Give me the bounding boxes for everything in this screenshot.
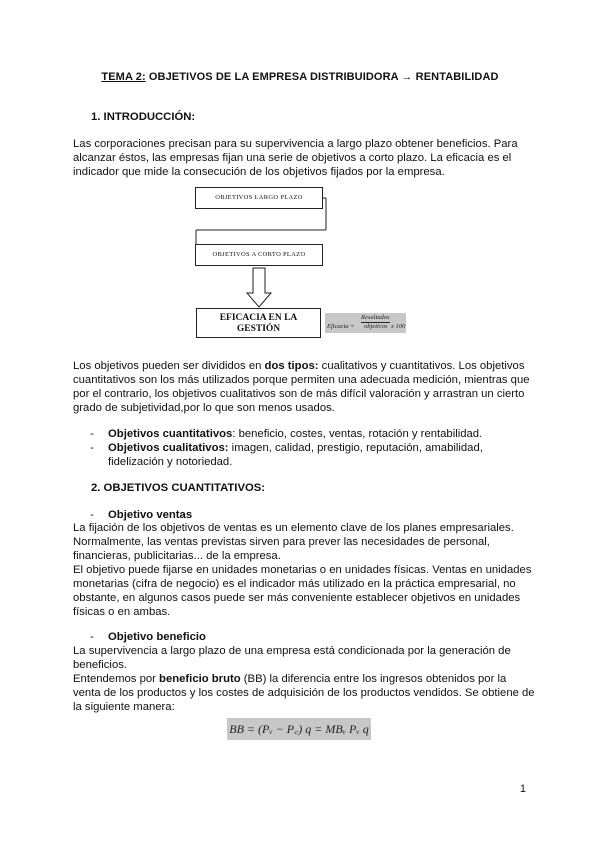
efficacy-formula — [325, 313, 406, 333]
types-line-4: grado de subjetividad,por lo que son menos usados. — [73, 402, 335, 414]
ventas-line-6: obstante, en algunos casos puede ser más conveniente establecer objetivos en unidades — [73, 592, 521, 604]
beneficio-line-3 — [73, 672, 543, 687]
beneficio-3c: (BB) la diferencia entre los ingresos obtenidos por la — [240, 673, 507, 685]
types-text-c: cualitativos y cuantitativos. Los objetivos — [318, 360, 525, 372]
types-text-a: Los objetivos pueden ser divididos en — [73, 360, 265, 372]
box-efficacy-line2: GESTIÓN — [236, 324, 281, 334]
intro-line-1: Las corporaciones precisan para su supervivencia a largo plazo obtener beneficios. Para — [73, 138, 518, 150]
bullet2-rest: imagen, calidad, prestigio, reputación, amabilidad, — [228, 442, 483, 454]
bullet2-line-2: fidelización y notoriedad. — [108, 456, 233, 468]
types-line-3: por el contrario, los objetivos cualitativos son de más difícil valoración y arrastran un cierto — [73, 388, 525, 400]
quant-heading: 2. OBJETIVOS CUANTITATIVOS: — [91, 482, 266, 494]
formula-lhs: Eficacia = — [327, 323, 355, 330]
formula-tail: x 100 — [391, 323, 406, 330]
bullet2-bold: Objetivos cualitativos: — [108, 442, 229, 454]
box-efficacy-line1: EFICACIA EN LA — [219, 313, 298, 323]
ventas-line-1: La fijación de los objetivos de ventas es un elemento clave de los planes empresariales. — [73, 522, 514, 534]
formula-denominator: objetivos — [364, 323, 388, 330]
types-text-bold: dos tipos: — [264, 360, 319, 372]
ventas-line-7: físicas o en ambas. — [73, 606, 171, 618]
ventas-line-4: El objetivo puede fijarse en unidades monetarias o en unidades físicas. Ventas en unidades — [73, 564, 532, 576]
ventas-line-3: financieras, publicitarias... de la empresa. — [73, 550, 281, 562]
beneficio-3a: Entendemos por — [73, 673, 160, 685]
formula-numerator: Resultados — [361, 314, 390, 321]
ventas-heading-text: Objetivo ventas — [108, 509, 193, 521]
beneficio-line-5: la siguiente manera: — [73, 701, 175, 713]
intro-heading: 1. INTRODUCCIÓN: — [91, 111, 196, 123]
bb-formula: BB = (Pᵥ − P꜀) q = MBᵥ Pᵥ q — [227, 718, 371, 740]
beneficio-heading-text: Objetivo beneficio — [108, 631, 206, 643]
types-line-2: cuantitativos son los más utilizados porque permiten una adecuada medición, mientras que — [73, 374, 530, 386]
down-arrow-icon — [247, 268, 271, 307]
title-prefix: TEMA 2: — [101, 71, 146, 83]
ventas-line-2: Normalmente, las ventas previstas sirven para prever las necesidades de personal, — [73, 536, 490, 548]
box-long-term: OBJETIVOS LARGO PLAZO — [195, 187, 323, 209]
ventas-line-5: monetarias (cifra de negocio) es el indicador más utilizado en la práctica empresarial, no — [73, 578, 516, 590]
beneficio-line-4: venta de los productos y los costes de adquisición de los productos vendidos. Se obtiene de — [73, 687, 535, 699]
box-short-term: OBJETIVOS A CORTO PLAZO — [195, 244, 323, 266]
page-number: 1 — [519, 783, 526, 795]
intro-line-2: alcanzar éstos, las empresas fijan una serie de objetivos a corto plazo. La eficacia es el — [73, 152, 512, 164]
intro-line-3: indicador que mide la consecución de los objetivos fijados por la empresa. — [73, 166, 445, 178]
title-rest: OBJETIVOS DE LA EMPRESA DISTRIBUIDORA → RENTABILIDAD — [145, 71, 499, 83]
beneficio-3b: beneficio bruto — [159, 673, 241, 685]
beneficio-line-1: La supervivencia a largo plazo de una empresa está condicionada por la generación de — [73, 645, 511, 657]
beneficio-line-2: beneficios. — [73, 659, 128, 671]
bullet1-bold: Objetivos cuantitativos — [108, 428, 233, 440]
types-line-1 — [73, 359, 543, 374]
bullet1-rest: : beneficio, costes, ventas, rotación y rentabilidad. — [232, 428, 483, 440]
